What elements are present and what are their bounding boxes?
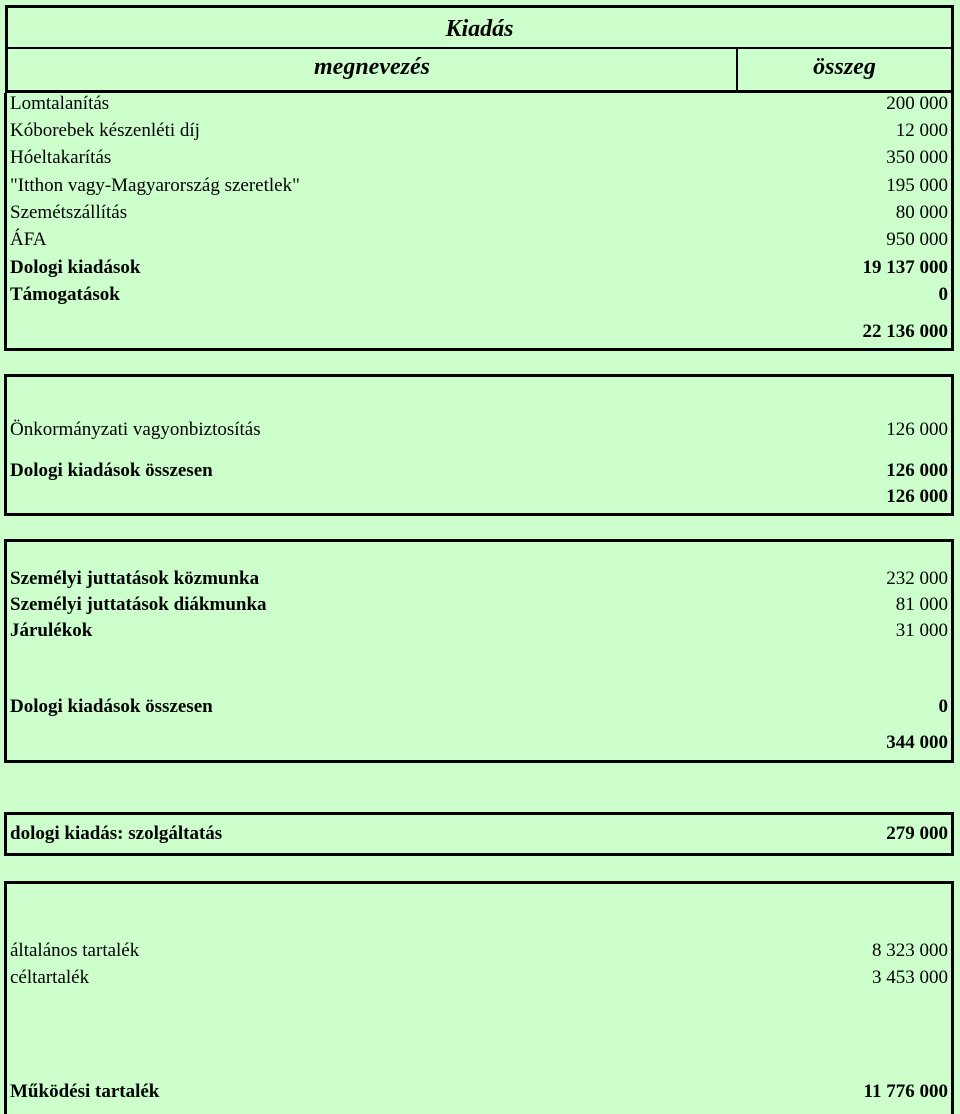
table-row: Támogatások 0 xyxy=(10,284,948,305)
table-row: "Itthon vagy-Magyarország szeretlek" 195 000 xyxy=(10,175,948,196)
table-row: Kóborebek készenléti díj 12 000 xyxy=(10,120,948,141)
table-row: Dologi kiadások összesen 0 xyxy=(10,696,948,717)
header-divider xyxy=(8,47,951,49)
table-row: dologi kiadás: szolgáltatás 279 000 xyxy=(10,823,948,844)
table-row: céltartalék 3 453 000 xyxy=(10,967,948,988)
section-1-bottom-border xyxy=(4,348,954,351)
table-row: Lomtalanítás 200 000 xyxy=(10,93,948,114)
table-row: Személyi juttatások közmunka 232 000 xyxy=(10,568,948,589)
table-row: Járulékok 31 000 xyxy=(10,620,948,641)
section-2-total: 126 000 xyxy=(886,486,948,507)
table-row: Dologi kiadások összesen 126 000 xyxy=(10,460,948,481)
table-row: Önkormányzati vagyonbiztosítás 126 000 xyxy=(10,419,948,440)
table-header xyxy=(5,5,954,93)
column-header-amount: összeg xyxy=(813,54,876,80)
table-row: Hóeltakarítás 350 000 xyxy=(10,147,948,168)
table-row: Működési tartalék 11 776 000 xyxy=(10,1081,948,1102)
table-row: általános tartalék 8 323 000 xyxy=(10,940,948,961)
table-row: ÁFA 950 000 xyxy=(10,229,948,250)
section-4-bottom-border xyxy=(4,853,954,856)
section-1-total: 22 136 000 xyxy=(862,321,948,342)
table-title: Kiadás xyxy=(445,16,514,42)
column-header-name: megnevezés xyxy=(314,54,430,80)
table-row: Dologi kiadások 19 137 000 xyxy=(10,257,948,278)
section-3-total: 344 000 xyxy=(886,732,948,753)
section-2-bottom-border xyxy=(4,513,954,516)
table-row: Szemétszállítás 80 000 xyxy=(10,202,948,223)
table-row: Személyi juttatások diákmunka 81 000 xyxy=(10,594,948,615)
section-3-bottom-border xyxy=(4,760,954,763)
